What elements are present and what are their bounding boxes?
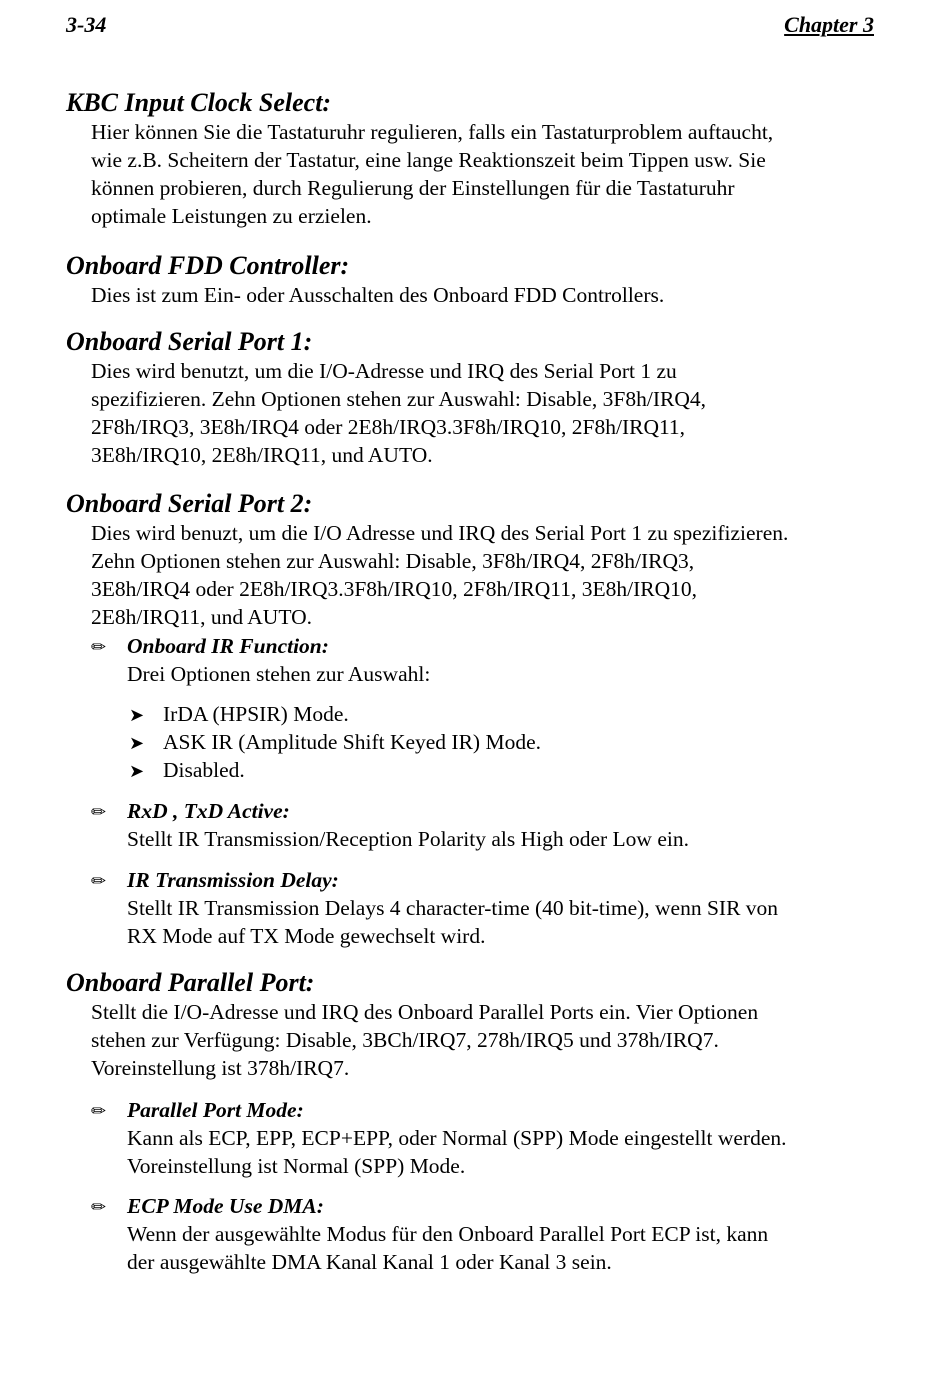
kbc-description xyxy=(91,118,881,230)
ir-delay-description xyxy=(127,894,887,950)
text-line: Stellt IR Transmission Delays 4 character-time (40 bit-time), wenn SIR von xyxy=(127,896,779,920)
text-line: 2F8h/IRQ3, 3E8h/IRQ4 oder 2E8h/IRQ3.3F8h/IRQ10, 2F8h/IRQ11, xyxy=(91,415,686,439)
ecp-dma-description xyxy=(127,1220,887,1276)
ir-delay-label: IR Transmission Delay: xyxy=(127,868,339,892)
serial1-description xyxy=(91,357,881,469)
text-line: Dies wird benutzt, um die I/O-Adresse und IRQ des Serial Port 1 zu xyxy=(91,359,677,383)
text-line: können probieren, durch Regulierung der Einstellungen für die Tastaturuhr xyxy=(91,176,735,200)
text-line: Voreinstellung ist Normal (SPP) Mode. xyxy=(127,1154,466,1178)
pen-pointer-icon: ✏︎ xyxy=(91,802,107,822)
page-number: 3-34 xyxy=(66,12,107,37)
kbc-section-title: KBC Input Clock Select: xyxy=(66,88,332,117)
pen-pointer-icon: ✏︎ xyxy=(91,871,107,891)
text-line: 3E8h/IRQ4 oder 2E8h/IRQ3.3F8h/IRQ10, 2F8h/IRQ11, 3E8h/IRQ10, xyxy=(91,577,697,601)
rxd-txd-label: RxD , TxD Active: xyxy=(127,799,290,823)
pen-pointer-icon: ✏︎ xyxy=(91,1197,107,1217)
pen-pointer-icon: ✏︎ xyxy=(91,637,107,657)
ir-option-item xyxy=(129,700,349,729)
serial2-section-title: Onboard Serial Port 2: xyxy=(66,489,313,518)
ecp-dma-subtitle xyxy=(91,1192,324,1221)
parallel-mode-subtitle xyxy=(91,1096,304,1125)
arrowhead-bullet-icon: ➤ xyxy=(129,733,145,753)
ir-function-label: Onboard IR Function: xyxy=(127,634,329,658)
fdd-section-title: Onboard FDD Controller: xyxy=(66,251,350,280)
text-line: Zehn Optionen stehen zur Auswahl: Disable, 3F8h/IRQ4, 2F8h/IRQ3, xyxy=(91,549,695,573)
text-line: Voreinstellung ist 378h/IRQ7. xyxy=(91,1056,350,1080)
arrowhead-bullet-icon: ➤ xyxy=(129,705,145,725)
text-line: Dies ist zum Ein- oder Ausschalten des Onboard FDD Controllers. xyxy=(91,283,665,307)
serial2-description xyxy=(91,519,881,631)
ir-option-label: IrDA (HPSIR) Mode. xyxy=(163,702,349,726)
pen-pointer-icon: ✏︎ xyxy=(91,1101,107,1121)
ir-option-label: Disabled. xyxy=(163,758,245,782)
ir-option-label: ASK IR (Amplitude Shift Keyed IR) Mode. xyxy=(163,730,542,754)
ir-delay-subtitle xyxy=(91,866,339,895)
text-line: stehen zur Verfügung: Disable, 3BCh/IRQ7, 278h/IRQ5 und 378h/IRQ7. xyxy=(91,1028,719,1052)
rxd-txd-subtitle xyxy=(91,797,290,826)
parallel-mode-label: Parallel Port Mode: xyxy=(127,1098,304,1122)
text-line: 3E8h/IRQ10, 2E8h/IRQ11, und AUTO. xyxy=(91,443,433,467)
text-line: Wenn der ausgewählte Modus für den Onboard Parallel Port ECP ist, kann xyxy=(127,1222,769,1246)
rxd-txd-description xyxy=(127,825,887,853)
chapter-label: Chapter 3 xyxy=(784,12,874,37)
text-line: Hier können Sie die Tastaturuhr regulieren, falls ein Tastaturproblem auftaucht, xyxy=(91,120,774,144)
ir-function-subtitle xyxy=(91,632,329,661)
text-line: optimale Leistungen zu erzielen. xyxy=(91,204,372,228)
text-line: der ausgewählte DMA Kanal Kanal 1 oder Kanal 3 sein. xyxy=(127,1250,612,1274)
text-line: Kann als ECP, EPP, ECP+EPP, oder Normal (SPP) Mode eingestellt werden. xyxy=(127,1126,787,1150)
text-line: spezifizieren. Zehn Optionen stehen zur Auswahl: Disable, 3F8h/IRQ4, xyxy=(91,387,706,411)
text-line: Stellt die I/O-Adresse und IRQ des Onboard Parallel Ports ein. Vier Optionen xyxy=(91,1000,759,1024)
text-line: RX Mode auf TX Mode gewechselt wird. xyxy=(127,924,486,948)
parallel-section-title: Onboard Parallel Port: xyxy=(66,968,315,997)
page-header xyxy=(66,12,874,42)
ecp-dma-label: ECP Mode Use DMA: xyxy=(127,1194,324,1218)
text-line: wie z.B. Scheitern der Tastatur, eine lange Reaktionszeit beim Tippen usw. Sie xyxy=(91,148,766,172)
text-line: Dies wird benuzt, um die I/O Adresse und IRQ des Serial Port 1 zu spezifizieren. xyxy=(91,521,789,545)
ir-option-item xyxy=(129,728,541,757)
parallel-mode-description xyxy=(127,1124,887,1180)
serial1-section-title: Onboard Serial Port 1: xyxy=(66,327,313,356)
ir-option-item xyxy=(129,756,245,785)
text-line: 2E8h/IRQ11, und AUTO. xyxy=(91,605,312,629)
text-line: Stellt IR Transmission/Reception Polarity als High oder Low ein. xyxy=(127,827,689,851)
arrowhead-bullet-icon: ➤ xyxy=(129,761,145,781)
parallel-description xyxy=(91,998,881,1082)
text-line: Drei Optionen stehen zur Auswahl: xyxy=(127,662,431,686)
fdd-description xyxy=(91,281,881,309)
ir-function-intro xyxy=(127,660,887,688)
